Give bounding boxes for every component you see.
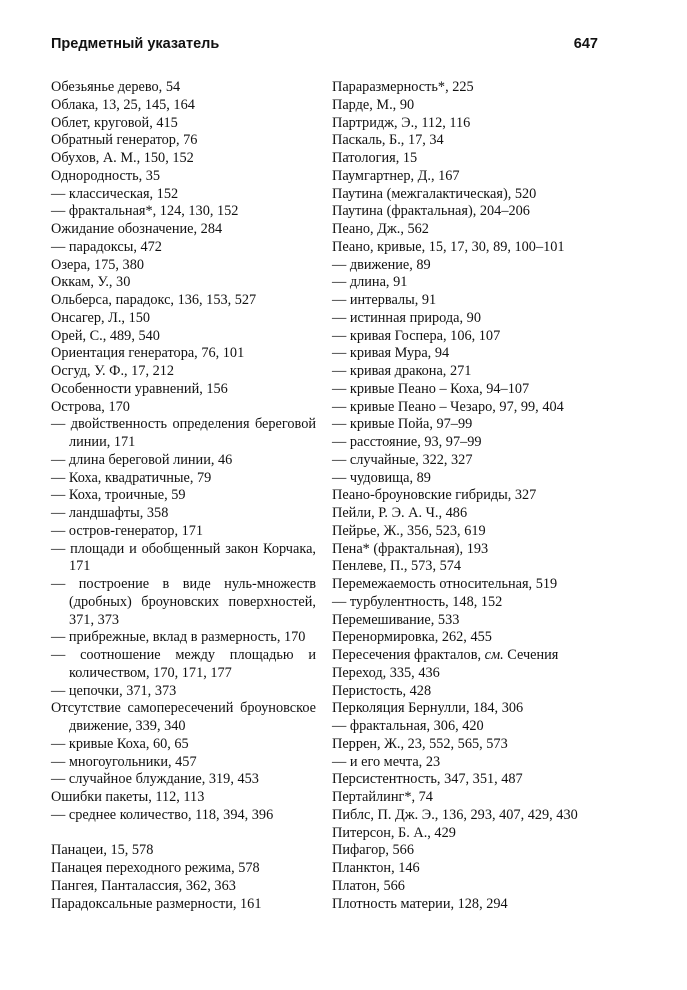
index-subentry: — случайное блуждание, 319, 453: [51, 771, 259, 788]
index-entry: Перемежаемость относительная, 519: [332, 576, 558, 592]
index-entry: Перрен, Ж., 23, 552, 565, 573: [332, 735, 508, 752]
index-entry: Ошибки пакеты, 112, 113: [51, 789, 205, 805]
index-entry: Панацея переходного режима, 578: [51, 860, 260, 876]
index-subentry: — длина, 91: [332, 274, 408, 291]
index-entry: Парадоксальные размерности, 161: [51, 895, 262, 912]
index-subentry: — соотношение между площадью и количеством, 170, 171, 177: [51, 647, 316, 681]
index-entry: Пертайлинг*, 74: [332, 789, 433, 805]
see-reference: см.: [484, 647, 504, 663]
index-entry: Персистентность, 347, 351, 487: [332, 771, 523, 788]
index-subentry: — движение, 89: [332, 256, 431, 273]
index-subentry: — кривые Пойа, 97–99: [332, 416, 473, 433]
index-entry: Переход, 335, 436: [332, 664, 440, 681]
index-entry: Осгуд, У. Ф., 17, 212: [51, 363, 175, 379]
index-entry: Перистость, 428: [332, 682, 432, 699]
index-entry: Обезьянье дерево, 54: [51, 79, 181, 95]
index-entry: Пеано-броуновские гибриды, 327: [332, 487, 537, 504]
index-subentry: — интервалы, 91: [332, 292, 437, 308]
index-entry: Острова, 170: [51, 398, 130, 415]
index-entry: Орей, С., 489, 540: [51, 327, 160, 344]
index-entry: [332, 647, 598, 665]
index-entry: Перенормировка, 262, 455: [332, 629, 492, 646]
index-subentry: — кривые Пеано – Коха, 94–107: [332, 380, 530, 397]
index-subentry: — турбулентность, 148, 152: [332, 593, 503, 610]
index-entry: Перколяция Бернулли, 184, 306: [332, 700, 524, 717]
running-title: Предметный указатель: [51, 36, 220, 52]
index-entry: Однородность, 35: [51, 167, 161, 184]
index-subentry: — двойственность определения береговой линии, 171: [51, 416, 316, 450]
index-subentry: — многоугольники, 457: [51, 753, 197, 770]
index-entry: Платон, 566: [332, 877, 405, 894]
index-entry: Перемешивание, 533: [332, 611, 460, 628]
index-entry: Ольберса, парадокс, 136, 153, 527: [51, 292, 257, 308]
index-subentry: — истинная природа, 90: [332, 309, 481, 326]
index-subentry: — чудовища, 89: [332, 469, 431, 486]
index-entry: Пейли, Р. Э. А. Ч., 486: [332, 505, 468, 521]
index-subentry: — среднее количество, 118, 394, 396: [51, 806, 274, 823]
index-entry: Пейрье, Ж., 356, 523, 619: [332, 522, 486, 539]
index-entry: Онсагер, Л., 150: [51, 309, 151, 326]
index-subentry: — цепочки, 371, 373: [51, 682, 177, 699]
index-entry: Пеано, кривые, 15, 17, 30, 89, 100–101: [332, 238, 565, 255]
index-entry: Ожидание обозначение, 284: [51, 221, 223, 237]
index-entry: Планктон, 146: [332, 860, 420, 876]
index-entry: Питерсон, Б. А., 429: [332, 824, 456, 841]
index-entry: Пангея, Панталассия, 362, 363: [51, 877, 236, 894]
index-subentry: — фрактальная, 306, 420: [332, 718, 484, 734]
index-subentry: — площади и обобщенный закон Корчака, 171: [51, 540, 316, 575]
index-subentry: — кривые Коха, 60, 65: [51, 735, 189, 752]
index-entry: Парде, М., 90: [332, 96, 415, 113]
index-entry: Облака, 13, 25, 145, 164: [51, 96, 195, 113]
index-entry: Пеано, Дж., 562: [332, 221, 429, 237]
index-entry: Плотность материи, 128, 294: [332, 895, 508, 912]
index-subentry: — случайные, 322, 327: [332, 451, 473, 468]
index-entry: Патология, 15: [332, 150, 418, 166]
page-header: [51, 36, 598, 56]
index-subentry: — кривая Мура, 94: [332, 345, 450, 362]
index-column-left: [51, 79, 316, 913]
index-entry: Пенлеве, П., 573, 574: [332, 558, 462, 575]
index-entry: Отсутствие самопересечений броуновское движение, 339, 340: [51, 700, 316, 734]
page-number: 647: [573, 36, 598, 52]
index-entry: Паскаль, Б., 17, 34: [332, 132, 444, 149]
index-entry: Паутина (фрактальная), 204–206: [332, 203, 530, 220]
index-subentry: — кривая Госпера, 106, 107: [332, 327, 501, 344]
index-subentry: — расстояние, 93, 97–99: [332, 434, 482, 450]
index-entry: Пиблс, П. Дж. Э., 136, 293, 407, 429, 430: [332, 806, 578, 823]
index-subentry: — кривая дракона, 271: [332, 363, 472, 379]
index-subentry: — длина береговой линии, 46: [51, 451, 233, 468]
index-entry: Пена* (фрактальная), 193: [332, 540, 489, 557]
index-subentry: — прибрежные, вклад в размерность, 170: [51, 629, 306, 646]
index-subentry: — парадоксы, 472: [51, 238, 162, 255]
index-subentry: — построение в виде нуль-множеств (дробных) броуновских поверхностей, 371, 373: [51, 576, 316, 628]
index-entry: Пифагор, 566: [332, 842, 414, 859]
index-subentry: — Коха, троичные, 59: [51, 487, 186, 504]
index-entry: Ориентация генератора, 76, 101: [51, 345, 245, 362]
index-subentry: — кривые Пеано – Чезаро, 97, 99, 404: [332, 398, 564, 415]
index-entry: Особенности уравнений, 156: [51, 380, 228, 397]
index-entry: Обухов, А. М., 150, 152: [51, 150, 194, 166]
index-subentry: — фрактальная*, 124, 130, 152: [51, 203, 239, 220]
see-target: Сечения: [507, 647, 559, 663]
index-subentry: — и его мечта, 23: [332, 753, 441, 770]
index-entry: Партридж, Э., 112, 116: [332, 114, 471, 131]
index-entry: Оккам, У., 30: [51, 274, 131, 291]
index-entry: Параразмерность*, 225: [332, 79, 474, 95]
index-entry: Обратный генератор, 76: [51, 132, 198, 149]
index-subentry: — остров-генератор, 171: [51, 522, 204, 539]
index-entry: Паумгартнер, Д., 167: [332, 167, 460, 184]
index-subentry: — Коха, квадратичные, 79: [51, 469, 212, 486]
index-entry: Озера, 175, 380: [51, 256, 144, 273]
index-subentry: — ландшафты, 358: [51, 505, 169, 521]
index-entry: Паутина (межгалактическая), 520: [332, 185, 537, 202]
index-subentry: — классическая, 152: [51, 185, 179, 202]
index-entry: Панацеи, 15, 578: [51, 842, 154, 859]
index-entry: Облет, круговой, 415: [51, 114, 178, 131]
entry-text: Пересечения фракталов,: [332, 647, 482, 663]
index-column-right: [332, 79, 598, 913]
